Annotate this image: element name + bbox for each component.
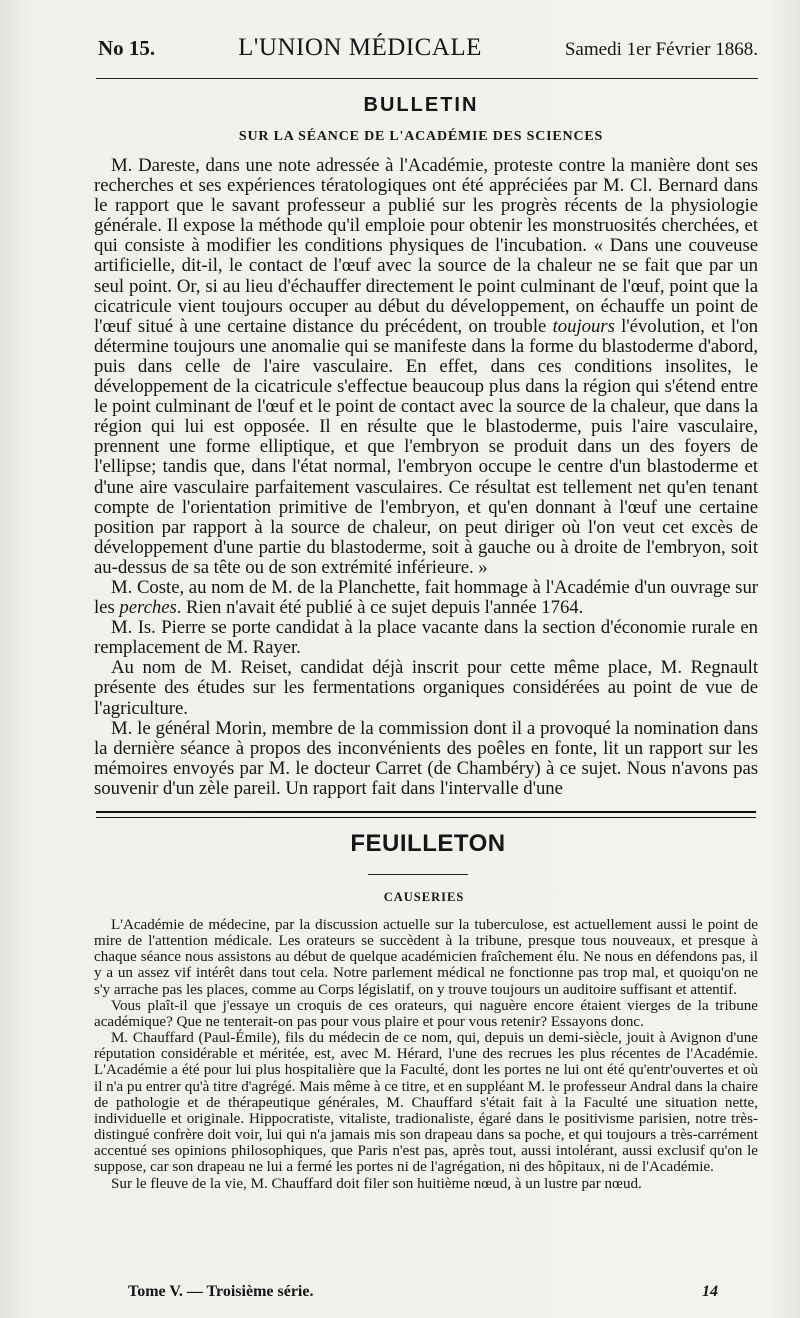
bulletin-paragraph: M. Coste, au nom de M. de la Planchette, fait hommage à l'Académie d'un ouvrage sur les perches. Rien n'avait été publié à ce sujet depuis l'année 1764. xyxy=(94,576,758,619)
header-rule xyxy=(96,78,758,79)
bulletin-paragraph: M. Is. Pierre se porte candidat à la place vacante dans la section d'économie rurale en remplacement de M. Rayer. xyxy=(94,617,758,659)
feuilleton-paragraph: Sur le fleuve de la vie, M. Chauffard doit filer son huitième nœud, à un lustre par nœud. xyxy=(111,1175,642,1192)
bulletin-paragraph: M. le général Morin, membre de la commission dont il a provoqué la nomination dans la dernière séance à propos des inconvénients des poêles en fonte, lit un rapport sur les mémoires envoyés par M. le docteur Carret (de Chambéry) à ce sujet. Nous n'avons pas souvenir d'un zèle pareil. Un rapport fait dans l'intervalle d'une xyxy=(94,717,758,799)
issue-number: No 15. xyxy=(98,36,156,60)
page-header xyxy=(98,34,758,74)
issue-date: Samedi 1er Février 1868. xyxy=(564,39,758,60)
bulletin-subtitle: SUR LA SÉANCE DE L'ACADÉMIE DES SCIENCES xyxy=(238,129,604,144)
bulletin-title: BULLETIN xyxy=(363,94,479,116)
emphasis: perches xyxy=(119,597,177,619)
emphasis: toujours xyxy=(552,315,615,337)
feuilleton-subtitle: CAUSERIES xyxy=(383,890,465,904)
feuilleton-paragraph: M. Chauffard (Paul-Émile), fils du médecin de ce nom, qui, depuis un demi-siècle, jouit à Avignon d'une réputation considérable et méritée, est, avec M. Hérard, l'une des recrues les plus récentes de l'Académie. L'Académie a été pour lui plus hospitalière que la Faculté, dont les portes ne lui ont été qu'entr'ouvertes et où il n'a pu entrer qu'à titre d'agrégé. Mais même à ce titre, et en suppléant M. le professeur Andral dans la chaire de pathologie et de thérapeutique générales, M. Chauffard s'était fait à la Faculté une situation nette, individuelle et originale. Hippocratiste, vitaliste, tradionaliste, égaré dans le positivisme parisien, notre très-distingué confrère doit voir, lui qui n'a jamais mis son drapeau dans sa poche, et qui toujours a très-carrément accentué ses opinions philosophiques, que Paris n'est pas, après tout, aussi intolérant, aussi exclusif qu'on le suppose, car son drapeau ne lui a fermé les portes ni de l'agrégation, ni des hôpitaux, ni de l'Académie. xyxy=(94,1030,758,1176)
feuilleton-body xyxy=(94,917,758,1192)
feuilleton-paragraph: Vous plaît-il que j'essaye un croquis de ces orateurs, qui naguère encore étaient vierges de la tribune académique? Que ne tenterait-on pas pour vous plaire et pour vous retenir? Essayons donc. xyxy=(94,997,758,1030)
bulletin-paragraph: M. Dareste, dans une note adressée à l'Académie, proteste contre la manière dont ses recherches et ses expériences tératologiques ont été appréciées par M. Cl. Bernard dans le rapport que le savant professeur a publié sur les progrès récents de la physiologie générale. Il expose la méthode qu'il emploie pour obtenir les monstruosités cherchées, et qui consiste à modifier les conditions physiques de l'incubation. « Dans une couveuse artificielle, dit-il, le contact de l'œuf avec la source de la chaleur ne se fait que par un seul point. Or, si au lieu d'échauffer directement le point culminant de l'œuf, point que la cicatricule vient toujours occuper au début du développement, on échauffe un point de l'œuf situé à une certaine distance du précédent, on trouble toujours l'évolution, et l'on détermine toujours une anomalie qui se manifeste dans la forme du blastoderme d'abord, puis dans celle de l'aire vasculaire. En effet, dans ces conditions insolites, le développement de la cicatricule s'effectue beaucoup plus dans la région qui s'étend entre le point culminant de l'œuf et le point de contact avec la source de la chaleur, que dans la région qui lui est opposée. Il en résulte que le blastoderme, puis l'aire vasculaire, prennent une forme elliptique, et que l'embryon se produit dans un des foyers de l'ellipse; tandis que, dans l'état normal, l'embryon occupe le centre d'un blastoderme et d'une aire vasculaire parfaitement vasculaires. Ce résultat est tellement net qu'en tenant compte de l'orientation primitive de l'embryon, et qu'en donnant à l'œuf une certaine position par rapport à la source de chaleur, on peut diriger où l'on veut cet excès de développement d'une partie du blastoderme, soit à gauche ou à droite de l'embryon, soit au-dessus de sa tête ou de son extrémité inférieure. » xyxy=(94,155,759,578)
journal-title: L'UNION MÉDICALE xyxy=(238,34,482,61)
title-underline xyxy=(368,874,468,875)
volume-label: Tome V. — Troisième série. xyxy=(128,1283,314,1300)
page-number: 14 xyxy=(702,1283,718,1300)
feuilleton-paragraph: L'Académie de médecine, par la discussion actuelle sur la tuberculose, est actuellement aussi le point de mire de l'attention médicale. Les orateurs se succèdent à la tribune, presque tous nouveaux, et presque à chaque séance nous assistons au début de quelque académicien fraîchement élu. Ne nous en défendons pas, il y a un assez vif intérêt dans tout cela. Notre parlement médical ne fonctionne pas trop mal, et quoiqu'on ne s'y arrache pas les places, comme au Corps législatif, on y trouve toujours un auditoire suffisant et attentif. xyxy=(94,917,758,998)
page-footer xyxy=(128,1283,718,1301)
feuilleton-title: FEUILLETON xyxy=(350,830,506,857)
bulletin-paragraph: Au nom de M. Reiset, candidat déjà inscrit pour cette même place, M. Regnault présente des études sur les fermentations organiques considérées au point de vue de l'agriculture. xyxy=(94,657,758,719)
bulletin-body xyxy=(94,156,758,799)
feuilleton-rule xyxy=(96,811,756,818)
